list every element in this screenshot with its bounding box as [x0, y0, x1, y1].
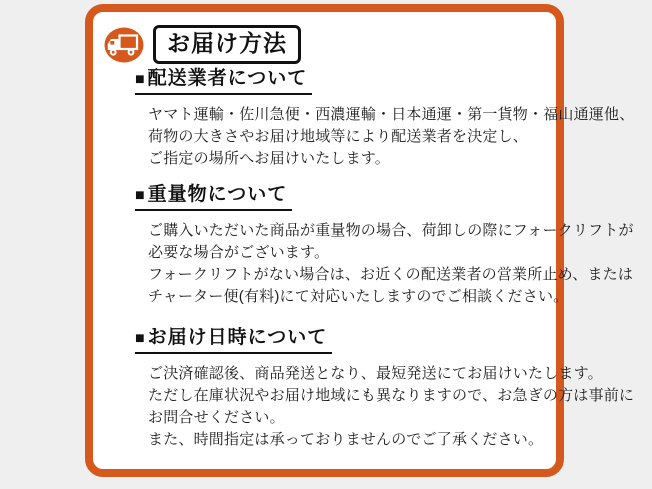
body-line: チャーター便(有料)にて対応いたしますのでご相談ください。	[148, 288, 569, 305]
panel-header	[104, 25, 556, 64]
section-heavy-items	[135, 184, 634, 308]
body-line: ただし在庫状況やお届け地域にも異なりますので、お急ぎの方は事前に	[148, 387, 635, 404]
section-heading-text: 配送業者について	[147, 68, 308, 89]
body-line: ご決済確認後、商品発送となり、最短発送にてお届けいたします。	[148, 365, 603, 382]
square-bullet-icon: ■	[135, 330, 146, 347]
body-line: フォークリフトがない場合は、お近くの配送業者の営業所止め、または	[148, 266, 634, 283]
body-line: お問合せください。	[148, 409, 285, 426]
body-line: 必要な場合がございます。	[148, 244, 330, 261]
section-heading-carriers	[135, 68, 312, 95]
truck-icon	[104, 27, 144, 63]
section-delivery-datetime	[135, 327, 635, 451]
section-carriers	[135, 68, 635, 170]
body-line: ご購入いただいた商品が重量物の場合、荷卸しの際にフォークリフトが	[148, 222, 634, 239]
section-heading-delivery-datetime	[135, 327, 332, 354]
body-line: 荷物の大きさやお届け地域等により配送業者を決定し、	[148, 128, 529, 145]
page-title: お届け方法	[153, 25, 301, 64]
body-line: ご指定の場所へお届けいたします。	[148, 150, 391, 167]
body-line: ヤマト運輸・佐川急便・西濃運輸・日本通運・第一貨物・福山通運他、	[148, 106, 635, 123]
body-line: また、時間指定は承っておりませんのでご了承ください。	[148, 431, 544, 448]
section-heading-heavy-items	[135, 184, 292, 211]
section-heading-text: 重量物について	[147, 184, 288, 205]
delivery-info-panel	[85, 4, 635, 477]
square-bullet-icon: ■	[135, 71, 146, 88]
section-heading-text: お届け日時について	[147, 327, 328, 348]
square-bullet-icon: ■	[135, 187, 146, 204]
section-body	[148, 220, 634, 308]
section-body	[148, 363, 635, 451]
section-body	[148, 104, 635, 170]
